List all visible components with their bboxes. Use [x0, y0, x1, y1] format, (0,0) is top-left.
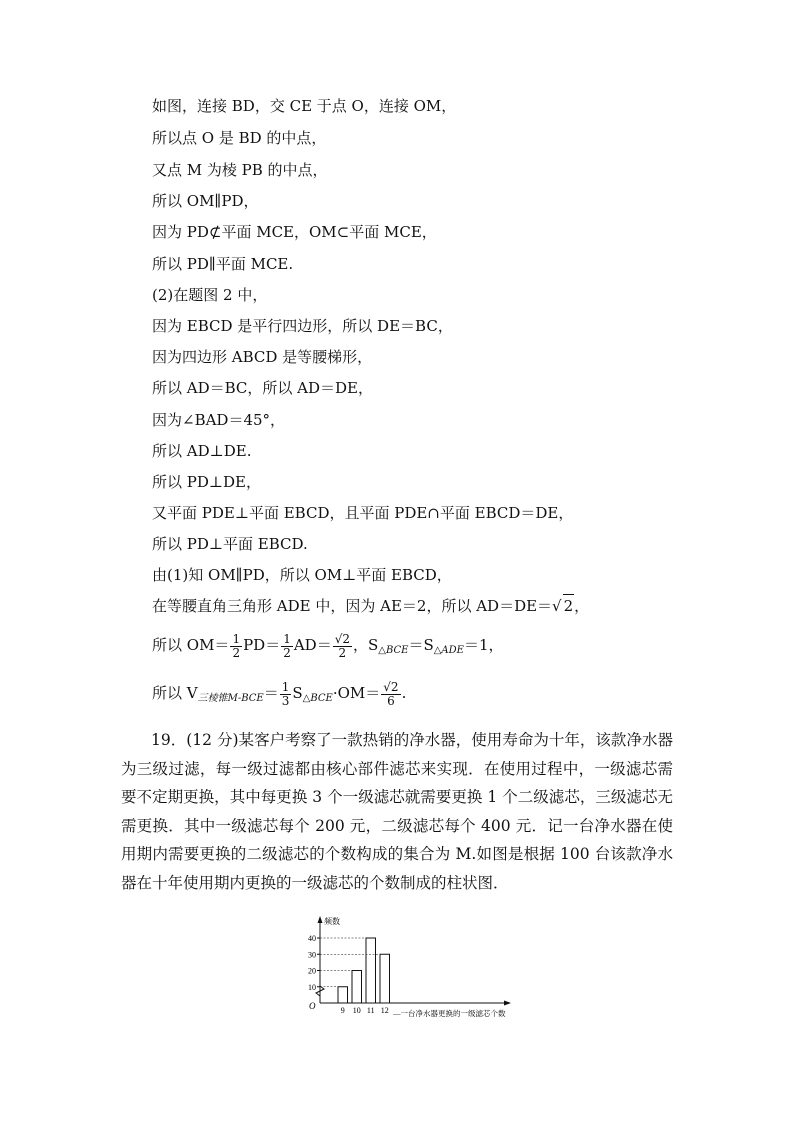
line-text: ＝ [263, 684, 279, 702]
sqrt-radicand: 2 [563, 594, 575, 617]
x-tick-label: 9 [340, 1006, 345, 1015]
bar [352, 971, 362, 1004]
solution-line: 所以 AD＝BC，所以 AD＝DE， [152, 379, 374, 397]
solution-line: 因为 EBCD 是平行四边形，所以 DE＝BC， [152, 317, 453, 335]
line-text: PD＝ [243, 636, 281, 654]
fraction-denominator: 2 [338, 645, 347, 660]
origin-label: O [309, 1001, 316, 1011]
subscript: △BCE [378, 645, 409, 656]
line-text: ，S [352, 636, 379, 654]
fraction-numerator: 1 [281, 679, 290, 694]
fraction-denominator: 2 [232, 645, 241, 660]
x-tick-label: 11 [366, 1006, 375, 1015]
line-text: ＝S [408, 636, 434, 654]
solution-line-volume [152, 678, 406, 714]
line-text: ＝1， [463, 636, 504, 654]
x-tick-label: 12 [380, 1006, 389, 1015]
y-tick-label: 10 [308, 982, 316, 992]
line-text: 所以 V [152, 684, 198, 702]
x-axis-label: —一台净水器更换的一级滤芯个数 [393, 1009, 506, 1018]
solution-line: 由(1)知 OM∥PD，所以 OM⊥平面 EBCD， [152, 566, 452, 584]
line-text: ·OM＝ [332, 684, 381, 702]
bar-chart [300, 912, 540, 1024]
solution-line: 所以 PD⊥DE， [152, 473, 261, 491]
y-tick-label: 20 [308, 966, 316, 976]
solution-line-sqrt [152, 594, 589, 617]
fraction [280, 681, 292, 708]
line-text: AD＝ [293, 636, 332, 654]
solution-line: (2)在题图 2 中， [152, 286, 268, 304]
line-text: ， [574, 597, 590, 615]
subscript: 三棱锥M-BCE [197, 693, 264, 704]
fraction-denominator: 6 [387, 693, 395, 708]
solution-line: 又平面 PDE⊥平面 EBCD，且平面 PDE∩平面 EBCD＝DE， [152, 504, 574, 522]
y-tick-label: 30 [308, 950, 316, 960]
fraction-numerator: √2 [383, 679, 399, 694]
fraction-numerator: 1 [283, 631, 291, 646]
bar [366, 938, 376, 1003]
x-tick-label: 10 [352, 1006, 361, 1015]
subscript: △BCE [302, 693, 333, 704]
fraction-denominator: 3 [281, 693, 290, 708]
fraction [230, 633, 242, 660]
bar [380, 954, 390, 1003]
solution-line: 因为 PD⊄平面 MCE，OM⊂平面 MCE， [152, 223, 437, 241]
solution-line: 因为∠BAD＝45°， [152, 411, 286, 429]
fraction [333, 633, 352, 660]
problem-19-text: 19．(12 分)某客户考察了一款热销的净水器，使用寿命为十年，该款净水器为三级过滤，每一级过滤都由核心部件滤芯来实现．在使用过程中，一级滤芯需要不定期更换，其中每更换 3 个一级滤芯就需要更换 1 个二级滤芯，三级滤芯无需更换．其中一级滤芯每个 200 元，二级滤芯每个 400 元．记一台净水器在使用期内需要更换的二级滤芯的个数构成的集合为 M.如图是根据 100 台该款净水器在十年使用期内更换的一级滤芯的个数制成的柱状图． [121, 731, 673, 892]
y-tick-label: 40 [308, 934, 316, 943]
fraction [381, 681, 400, 708]
fraction-numerator: √2 [334, 631, 350, 646]
subscript: △ADE [433, 645, 464, 656]
sqrt-sign: √ [552, 597, 562, 615]
y-axis-label: 频数 [324, 917, 340, 926]
fraction-denominator: 2 [283, 645, 291, 660]
solution-line: 如图，连接 BD，交 CE 于点 O，连接 OM， [152, 97, 457, 115]
solution-line: 因为四边形 ABCD 是等腰梯形， [152, 348, 373, 366]
solution-line-fraction [152, 630, 504, 666]
solution-line: 所以点 O 是 BD 的中点， [152, 129, 327, 147]
solution-line: 所以 AD⊥DE. [152, 442, 252, 460]
y-axis-arrow [318, 916, 323, 923]
line-text: S [292, 684, 303, 702]
line-text: . [401, 684, 407, 702]
solution-line: 所以 OM∥PD， [152, 192, 259, 210]
fraction-numerator: 1 [232, 631, 241, 646]
solution-line: 又点 M 为棱 PB 的中点， [152, 161, 328, 179]
solution-line: 所以 PD∥平面 MCE. [152, 255, 294, 273]
line-text: 在等腰直角三角形 ADE 中，因为 AE＝2，所以 AD＝DE＝ [152, 597, 553, 615]
fraction [281, 633, 293, 660]
line-text: 所以 OM＝ [152, 636, 230, 654]
solution-line: 所以 PD⊥平面 EBCD. [152, 535, 308, 553]
bar [338, 987, 348, 1003]
x-axis-arrow [504, 1001, 511, 1006]
